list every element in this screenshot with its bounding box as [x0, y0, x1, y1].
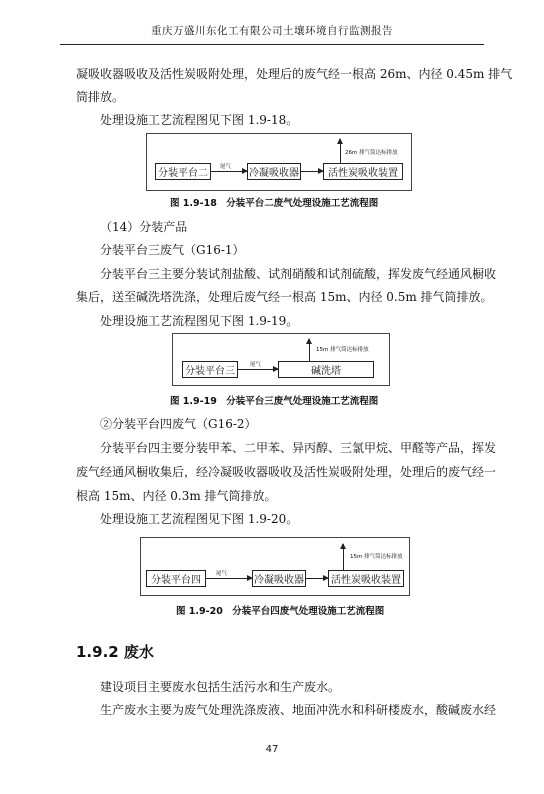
- paragraph-line: 分装平台四主要分装甲苯、二甲苯、异丙醇、三氯甲烷、甲醛等产品，挥发: [100, 441, 497, 455]
- page-number: 47: [265, 744, 279, 755]
- figure-18-frame: [146, 133, 412, 191]
- subsection-heading: ②分装平台四废气（G16-2）: [100, 417, 257, 431]
- figure-19-arrow-1: [238, 369, 278, 370]
- figure-20-top-label: 15m 排气筒达标排放: [350, 554, 403, 560]
- figure-18-arrow-up: [340, 139, 341, 163]
- paragraph-line: 分装平台三主要分装试剂盐酸、试剂硝酸和试剂硫酸，挥发废气经通风橱收: [100, 267, 497, 281]
- paragraph-line: 生产废水主要为废气处理洗涤废液、地面冲洗水和科研楼废水，酸碱废水经: [100, 703, 497, 717]
- figure-20-box-carbon: 活性炭吸收装置: [328, 570, 404, 587]
- figure-18-caption: 图 1.9-18 分装平台二废气处理设施工艺流程图: [170, 198, 379, 209]
- figure-18-box-source: 分装平台二: [155, 163, 211, 180]
- figure-18-arrow-1: [211, 171, 247, 172]
- figure-18-box-carbon: 活性炭吸收装置: [323, 163, 403, 180]
- figure-19-top-label: 15m 排气筒达标排放: [316, 347, 369, 353]
- paragraph-line: 根高 15m、内径 0.3m 排气筒排放。: [76, 489, 277, 503]
- subsection-heading: 分装平台三废气（G16-1）: [100, 243, 245, 257]
- figure-18-box-condenser: 冷凝吸收器: [247, 163, 301, 180]
- figure-20-arrow-2: [306, 578, 328, 579]
- paragraph-line: 处理设施工艺流程图见下图 1.9-18。: [100, 113, 299, 127]
- figure-20-caption: 图 1.9-20 分装平台四废气处理设施工艺流程图: [176, 606, 385, 617]
- figure-20-box-source: 分装平台四: [146, 570, 206, 587]
- figure-20-arrow-up: [343, 544, 344, 570]
- figure-18-top-label: 26m 排气筒达标排放: [345, 150, 398, 156]
- paragraph-line: 筒排放。: [76, 90, 125, 104]
- figure-18-flow-label: 尾气: [220, 164, 232, 170]
- figure-20-flow-label: 尾气: [216, 571, 228, 577]
- figure-19-flow-label: 尾气: [250, 362, 262, 368]
- paragraph-line: 凝吸收器吸收及活性炭吸附处理，处理后的废气经一根高 26m、内径 0.45m 排气: [76, 67, 513, 81]
- figure-20-arrow-1: [206, 578, 252, 579]
- figure-19-caption: 图 1.9-19 分装平台三废气处理设施工艺流程图: [170, 396, 379, 407]
- figure-20-frame: [140, 537, 410, 596]
- figure-20-box-condenser: 冷凝吸收器: [252, 570, 306, 587]
- page-header: 重庆万盛川东化工有限公司土壤环境自行监测报告: [151, 25, 393, 37]
- header-rule: [60, 44, 484, 45]
- section-heading: （14）分装产品: [100, 220, 188, 234]
- paragraph-line: 废气经通风橱收集后，经冷凝吸收器吸收及活性炭吸附处理，处理后的废气经一: [76, 465, 497, 479]
- figure-18-arrow-2: [301, 171, 323, 172]
- figure-19-box-scrubber: 碱洗塔: [278, 361, 374, 378]
- paragraph-line: 集后，送至碱洗塔洗涤，处理后废气经一根高 15m、内径 0.5m 排气筒排放。: [76, 290, 493, 304]
- paragraph-line: 处理设施工艺流程图见下图 1.9-20。: [100, 512, 299, 526]
- figure-19-frame: [172, 333, 390, 386]
- figure-19-arrow-up: [309, 339, 310, 361]
- section-heading: 1.9.2 废水: [76, 643, 154, 661]
- figure-19-box-source: 分装平台三: [182, 361, 238, 378]
- paragraph-line: 处理设施工艺流程图见下图 1.9-19。: [100, 314, 299, 328]
- paragraph-line: 建设项目主要废水包括生活污水和生产废水。: [100, 680, 341, 694]
